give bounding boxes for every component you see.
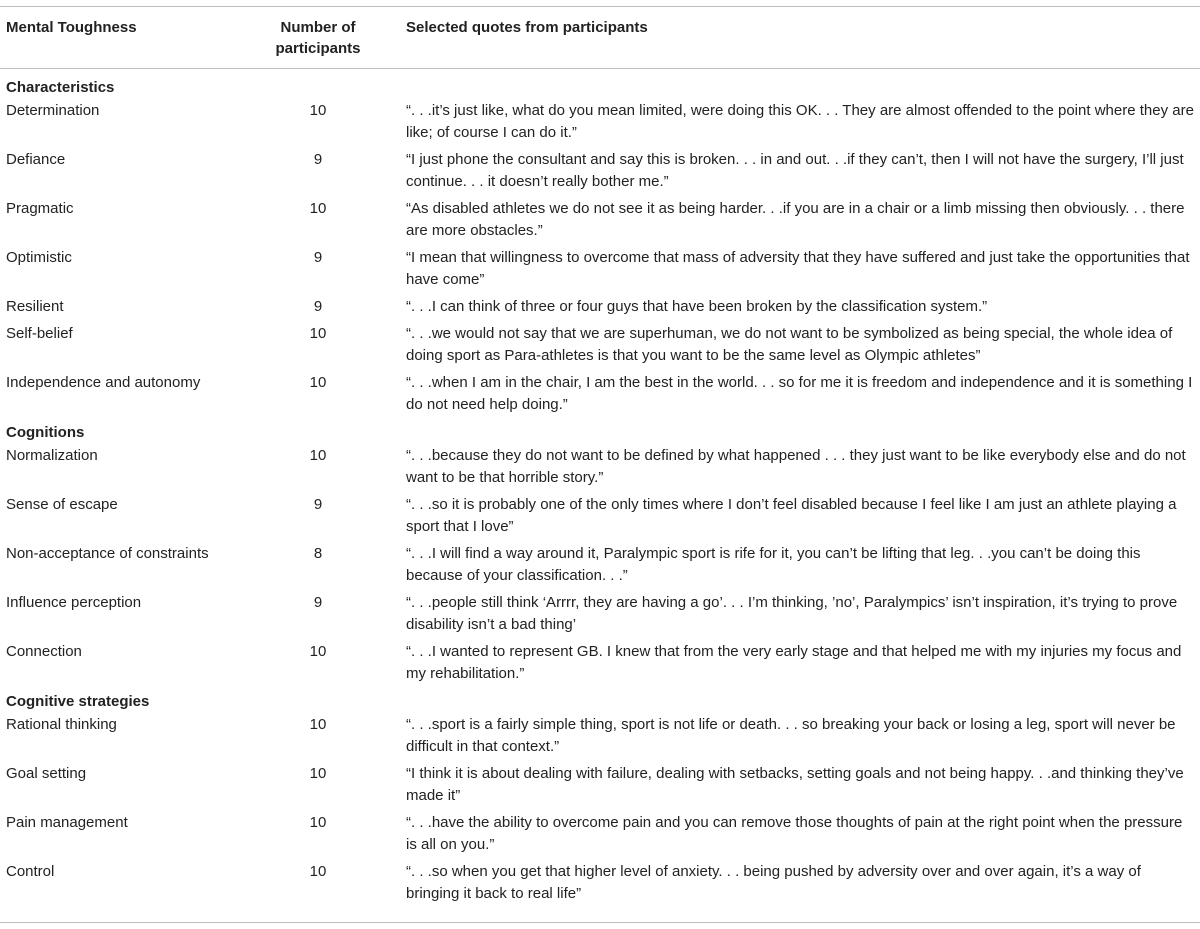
row-quote: “I mean that willingness to overcome that mass of adversity that they have suffered and just take the opportunities that have come”	[406, 249, 1190, 288]
section-characteristics: Characteristics	[6, 79, 115, 96]
row-label: Normalization	[6, 447, 98, 464]
row-count: 9	[313, 594, 323, 611]
row-count: 10	[309, 643, 327, 660]
row-quote: “. . .so it is probably one of the only times where I don’t feel disabled because I feel like I am just an athlete playing a sport that I love”	[406, 496, 1177, 535]
row-quote: “. . .I will find a way around it, Paralympic sport is rife for it, you can’t be lifting that leg. . .you can’t be doing this because of your classification. . .”	[406, 545, 1141, 584]
table-row	[0, 543, 1200, 592]
row-label: Non-acceptance of constraints	[6, 545, 209, 562]
table-bottom-rule	[0, 922, 1200, 923]
table-row	[0, 149, 1200, 198]
header-mental-toughness: Mental Toughness	[6, 19, 137, 36]
table-row	[0, 247, 1200, 296]
section-cognitions: Cognitions	[6, 424, 85, 441]
table-top-rule	[0, 6, 1200, 7]
row-count: 9	[313, 298, 323, 315]
row-label: Pragmatic	[6, 200, 74, 217]
header-number-of-participants: Number of participants	[275, 19, 361, 57]
row-count: 8	[313, 545, 323, 562]
row-count: 10	[309, 102, 327, 119]
row-label: Connection	[6, 643, 82, 660]
row-quote: “As disabled athletes we do not see it as being harder. . .if you are in a chair or a limb missing then obviously. . . there are more obstacles.”	[406, 200, 1185, 239]
table-row	[0, 296, 1200, 323]
row-count: 10	[309, 814, 327, 831]
row-count: 10	[309, 200, 327, 217]
table-row	[0, 592, 1200, 641]
row-label: Resilient	[6, 298, 64, 315]
row-quote: “. . .so when you get that higher level of anxiety. . . being pushed by adversity over and over again, it’s a way of bringing it back to real life”	[406, 863, 1141, 902]
row-label: Optimistic	[6, 249, 72, 266]
table-row	[0, 763, 1200, 812]
row-label: Control	[6, 863, 55, 880]
row-count: 10	[309, 716, 327, 733]
table-row	[0, 100, 1200, 149]
row-label: Defiance	[6, 151, 66, 168]
row-quote: “I just phone the consultant and say this is broken. . . in and out. . .if they can’t, then I will not have the surgery, I’ll just continue. . . it doesn’t really bother me.”	[406, 151, 1184, 190]
row-quote: “I think it is about dealing with failure, dealing with setbacks, setting goals and not being happy. . .and thinking they’ve made it”	[406, 765, 1184, 804]
table-row	[0, 494, 1200, 543]
row-quote: “. . .have the ability to overcome pain and you can remove those thoughts of pain at the right point when the pressure is all on you.”	[406, 814, 1183, 853]
table-row	[0, 714, 1200, 763]
row-label: Independence and autonomy	[6, 374, 201, 391]
row-count: 10	[309, 374, 327, 391]
row-label: Rational thinking	[6, 716, 117, 733]
row-quote: “. . .it’s just like, what do you mean limited, were doing this OK. . . They are almost offended to the point where they are like; of course I can do it.”	[406, 102, 1194, 141]
row-label: Goal setting	[6, 765, 87, 782]
row-label: Sense of escape	[6, 496, 118, 513]
table-header-row	[0, 15, 1200, 65]
row-count: 9	[313, 249, 323, 266]
row-quote: “. . .because they do not want to be defined by what happened . . . they just want to be like everybody else and do not want to be that horrible story.”	[406, 447, 1186, 486]
table-row	[0, 641, 1200, 690]
row-label: Self-belief	[6, 325, 73, 342]
row-count: 10	[309, 863, 327, 880]
table-header-rule	[0, 68, 1200, 69]
row-label: Determination	[6, 102, 100, 119]
header-selected-quotes: Selected quotes from participants	[406, 19, 648, 36]
table-row	[0, 372, 1200, 421]
row-count: 10	[309, 765, 327, 782]
table-row	[0, 861, 1200, 910]
table-row	[0, 323, 1200, 372]
row-count: 10	[309, 447, 327, 464]
row-count: 9	[313, 496, 323, 513]
row-quote: “. . .I can think of three or four guys that have been broken by the classification system.”	[406, 298, 988, 315]
row-label: Influence perception	[6, 594, 142, 611]
table-row	[0, 445, 1200, 494]
section-cognitive-strategies: Cognitive strategies	[6, 693, 150, 710]
row-quote: “. . .I wanted to represent GB. I knew that from the very early stage and that helped me with my injuries my focus and my rehabilitation.”	[406, 643, 1182, 682]
row-quote: “. . .we would not say that we are superhuman, we do not want to be symbolized as being special, the whole idea of doing sport as Para-athletes is that you want to be the same level as Olympic athletes”	[406, 325, 1173, 364]
table-body	[0, 76, 1200, 910]
table-row	[0, 812, 1200, 861]
row-count: 9	[313, 151, 323, 168]
row-count: 10	[309, 325, 327, 342]
row-quote: “. . .sport is a fairly simple thing, sport is not life or death. . . so breaking your back or losing a leg, sport will never be difficult in that context.”	[406, 716, 1176, 755]
row-quote: “. . .people still think ‘Arrrr, they are having a go’. . . I’m thinking, ’no’, Paralympics’ isn’t inspiration, it’s trying to prove disability isn’t a bad thing’	[406, 594, 1178, 633]
table-row	[0, 198, 1200, 247]
row-label: Pain management	[6, 814, 128, 831]
row-quote: “. . .when I am in the chair, I am the best in the world. . . so for me it is freedom and independence and it is something I do not need help doing.”	[406, 374, 1193, 413]
